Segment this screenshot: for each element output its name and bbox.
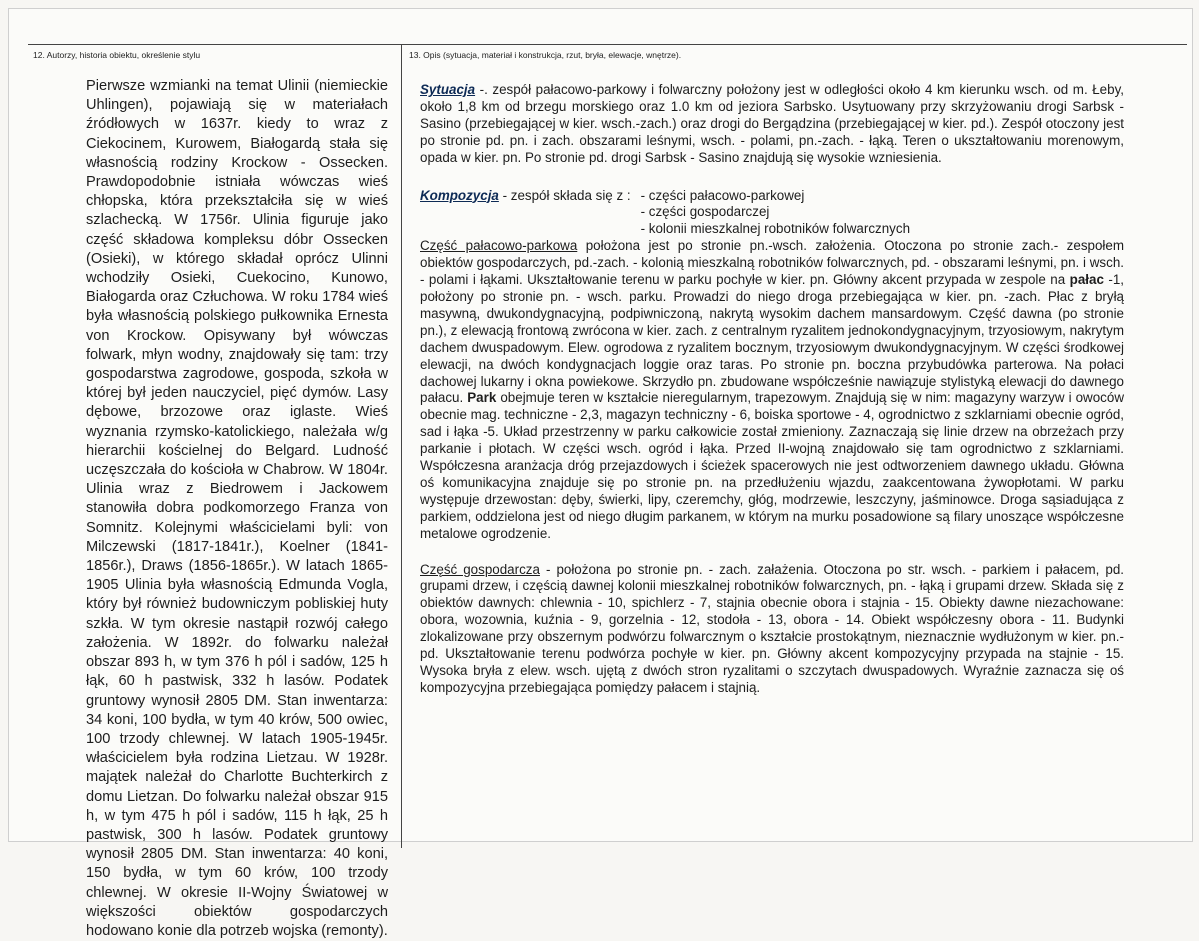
palace-park-text-2: -1, położony po stronie pn. - wsch. parku. Prowadzi do niego droga przebiegająca w kier. pn. -zach. Płac z bryłą masywną, dwukondygnacyjną, podpiwniczoną, nakrytą wysokim dachem mansardowym. Część dawna (po stronie pn.), z elewacją frontową zwrócona w kier. zach. z centralnym ryzalitem jednokondygnacyjnym, trzyosiowym, nakrytym dachem dwuspadowym. Elew. ogrodowa z ryzalitem bocznym, trzyosiowym dwukondygnacyjnym. W części środkowej elewacji, na dwóch kondygnacjach loggie oraz taras. Po stronie pn. boczna przybudówka parterowa. Na połaci dachowej lukarny i okna powiekowe. Skrzydło pn. zbudowane współcześnie nawiązuje stylistyką elewacji do dawnego pałacu. — [420, 272, 1124, 406]
park-term: Park — [467, 390, 497, 406]
section-12-header: 12. Autorzy, historia obiektu, określenie stylu — [33, 50, 201, 60]
description-column — [420, 82, 1124, 697]
composition-intro: - zespół składa się z : — [498, 187, 631, 203]
farm-text: - położona po stronie pn. - zach. załażenia. Otoczona po str. wsch. - parkiem i pałacem, pd. grupami drzew, i częścią dawnej kolonii mieszkalnej robotników folwarcznych, pn. - łąką i grupami drzew. Składa się z obiektów dawnych: chlewnia - 10, spichlerz - 7, stajnia obecnie obora i stajnia - 15. Obiekty dawne niezachowane: obora, wozownia, kuźnia - 9, gorzelnia - 12, stodoła - 13, obora - 14. Obiekt współczesny obora - 11. Budynki zlokalizowane przy obszernym podwórzu folwarcznym o kształcie prostokątnym, nieznacznie wydłużonym w kier. pn.-pd. Ukształtowanie terenu podwórza pochyłe w kier. pn. Główny akcent kompozycyjny przypada na stajnie - 15. Wysoka bryła z elew. wsch. ujętą z dwóch stron ryzalitami o szczytach dwuspadowych. Wyraźnie zaznacza się oś kompozycyjna przebiegająca pomiędzy pałacem i stajnią. — [420, 561, 1124, 695]
palace-park-paragraph — [420, 238, 1124, 542]
farm-paragraph — [420, 562, 1124, 697]
composition-heading: Kompozycja — [420, 187, 499, 203]
palace-term: pałac — [1069, 272, 1104, 288]
palace-park-heading: Część pałacowo-parkowa — [420, 238, 578, 254]
section-13-header: 13. Opis (sytuacja, materiał i konstrukcja, rzut, bryła, elewacje, wnętrze). — [409, 50, 682, 60]
composition-block — [420, 188, 1124, 239]
composition-item: - części pałacowo-parkowej — [640, 187, 805, 203]
history-text: Pierwsze wzmianki na temat Ulinii (niemieckie Uhlingen), pojawiają się w materiałach źródłowych w 1637r. kiedy to wraz z Ciekocinem, Kurowem, Białogardą stała się własnością rodziny Krockow - Ossecken. Prawdopodobnie istniała wówczas wieś chłopska, która przekształciła się w wieś szlachecką. W 1756r. Ulinia figuruje jako część składowa kompleksu dóbr Ossecken (Osieki), w którego składał oprócz Ulinni wchodziły Osieki, Cuekocino, Kunowo, Białogarda oraz Człuchowa. W roku 1784 wieś była własnością polskiego pułkownika Ernesta von Krockow. Opisywany był wówczas folwark, młyn wodny, znajdowały się tam: trzy gospodarstwa zagrodowe, gospoda, szkoła w której był jeden nauczyciel, pięć dymów. Lasy dębowe, brzozowe oraz iglaste. Wieś wyznania rzymsko-katolickiego, należała w/g hierarchii kościelnej do Belgard. Ludność uczęszczała do kościoła w Chabrow. W 1804r. Ulinia wraz z Biedrowem i Jackowem stanowiła dobra podkomorzego Franza von Somnitz. Kolejnymi właścicielami byli: von Milczewski (1817-1841r.), Koelner (1841-1856r.), Draws (1856-1865r.). W latach 1865-1905 Ulinia była własnością Edmunda Vogla, który był również budowniczym pobliskiej huty szkła. W tym okresie nastąpił rozwój całego założenia. W 1892r. do folwarku należał obszar 893 h, w tym 376 h pól i sadów, 125 h łąk, 60 h pastwisk, 332 h lasów. Podatek gruntowy wynosił 2805 DM. Stan inwentarza: 34 koni, 100 bydła, w tym 40 krów, 500 owiec, 100 trzody chlewnej. W latach 1905-1945r. właścicielem była rodzina Lietzau. W 1928r. majątek należał do Charlotte Buchterkirch z domu Lietzan. Do folwarku należał obszar 915 h, w tym 475 h pól i sadów, 115 h łąk, 25 h pastwisk, 300 h lasów. Podatek gruntowy wynosił 2805 DM. Stan inwentarza: 40 koni, 150 bydła, w tym 60 krów, 100 trzody chlewnej. W okresie II-Wojny Światowej w większości obiektów gospodarczych hodowano konie dla potrzeb wojska (remonty). — [86, 78, 388, 939]
composition-lead — [420, 188, 631, 239]
composition-item: - części gospodarczej — [640, 204, 770, 220]
composition-list — [641, 188, 910, 239]
palace-park-text-3: obejmuje teren w kształcie nieregularnym, trapezowym. Znajdują się w nim: magazyny warzyw i owoców obecnie mag. techniczne - 2,3, magazyn techniczny - 6, boiska sportowe - 4, ogrodnictwo z szklarniami obecnie ogród, sad i łąka -5. Układ przestrzenny w parku całkowicie został zmieniony. Zaznaczają się linie drzew na obrzeżach przy parkanie i płotach. W części wsch. ogród i łąka. Przed II-wojną znajdowało się tam ogrodnictwo z szklarniami. Współczesna aranżacja dróg przejazdowych i ścieżek spacerowych nie jest odtworzeniem dawnego układu. Główna oś komunikacyjna znajduje się po stronie pn. na przedłużeniu wjazdu, zaakcentowana żywopłotami. W parku występuje drzewostan: dęby, świerki, lipy, czeremchy, głóg, modrzewie, leszczyny, jaśminowce. Droga sąsiadująca z parkiem, oddzielona jest od niego długim parkanem, w którym na murku posadowione są filary unoszące współczesne metalowe ogrodzenie. — [420, 390, 1124, 541]
composition-item: - kolonii mieszkalnej robotników folwarcznych — [640, 221, 911, 237]
situation-heading: Sytuacja — [420, 82, 476, 97]
column-divider — [401, 44, 402, 848]
farm-heading: Część gospodarcza — [420, 561, 540, 577]
palace-park-text-1: położona jest po stronie pn.-wsch. założenia. Otoczona po stronie zach.- zespołem obiektów gospodarczych, pd.-zach. - kolonią mieszkalną robotników folwarcznych, pd. - obszarami leśnymi, pn. i wsch. - polami i łąkami. Ukształtowanie terenu w parku pochyłe w kier. pn. Główny akcent przypada w zespole na — [420, 238, 1124, 288]
header-divider — [28, 44, 1187, 45]
situation-text: -. zespół pałacowo-parkowy i folwarczny położony jest w odległości około 4 km kierunku wsch. od m. Łeby, około 1,8 km od brzegu morskiego oraz 1.0 km od jeziora Sarbsko. Usytuowany przy skrzyżowaniu drogi Sarbsk - Sasino (przebiegającej w kier. wsch.-zach.) oraz drogi do Bergądzina (przebiegającej w kier. pd.). Zespół otoczony jest po stronie pd. pn. i zach. obszarami leśnymi, wsch. - polami, pn.-zach. - łąką. Teren o ukształtowaniu morenowym, opada w kier. pn. Po stronie pd. drogi Sarbsk - Sasino znajdują się wysokie wzniesienia. — [420, 82, 1124, 165]
situation-paragraph — [420, 82, 1124, 167]
